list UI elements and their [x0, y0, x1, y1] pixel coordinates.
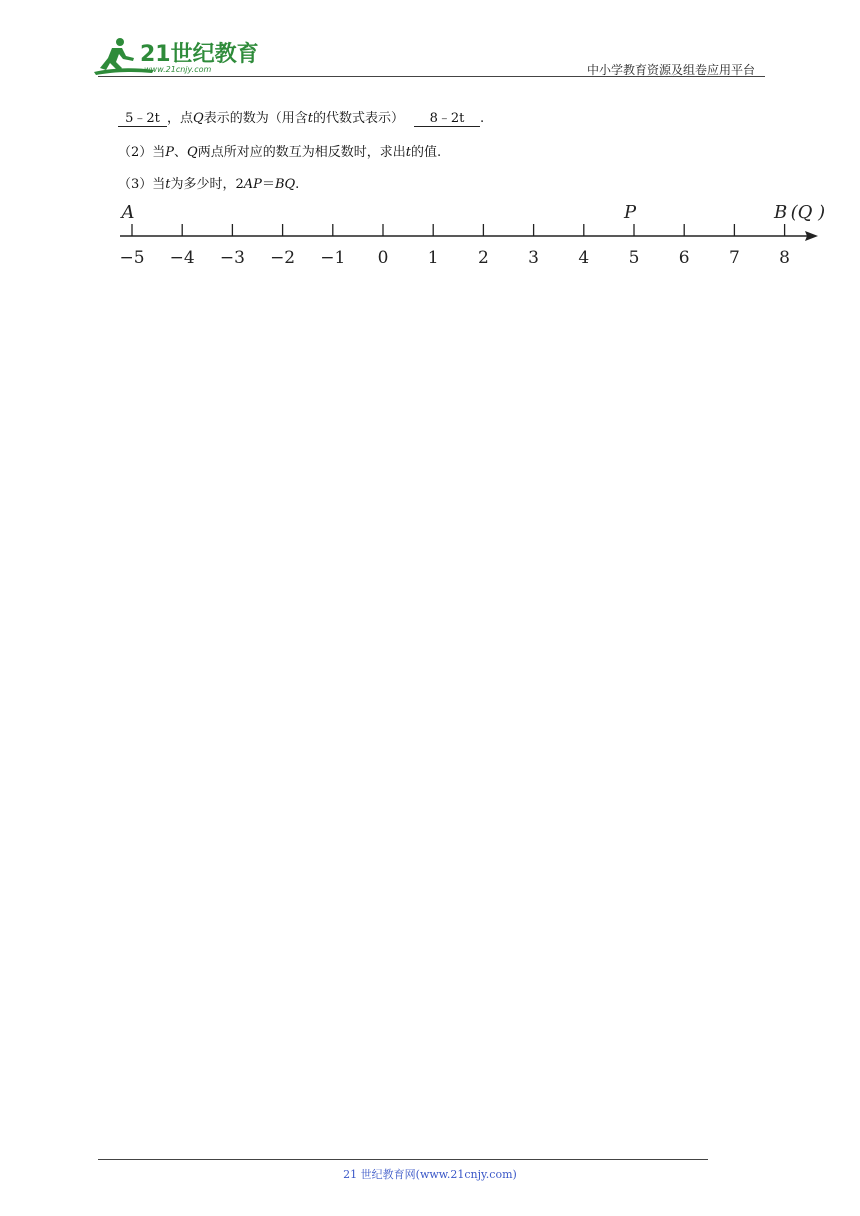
header-platform-text: 中小学教育资源及组卷应用平台: [586, 63, 755, 77]
point-label-a: A: [121, 202, 135, 223]
logo-url: www.21cnjy.com: [144, 65, 212, 74]
tick-label: 4: [578, 248, 590, 268]
tick-label: 2: [477, 248, 489, 268]
tick-label: −2: [270, 248, 296, 268]
tick-label: 5: [628, 248, 640, 268]
tick-label: 8: [779, 248, 791, 268]
question-part-2: （2）当P、Q两点所对应的数互为相反数时，求出t的值.: [118, 145, 442, 160]
tick-label: 1: [427, 248, 439, 268]
tick-label: −1: [320, 248, 346, 268]
tick-label: −5: [119, 248, 145, 268]
answer-blank-2: 8﹣2t: [414, 107, 480, 127]
footer-divider: [98, 1159, 708, 1160]
tick-label: 7: [728, 248, 740, 268]
point-label-paren: (Q ): [790, 202, 826, 223]
question-part-3: （3）当t为多少时，2AP＝BQ.: [118, 177, 300, 192]
footer-text: 21 世纪教育网(www.21cnjy.com): [343, 1168, 517, 1181]
tick-label: 0: [377, 248, 389, 268]
point-label-p: P: [623, 202, 637, 223]
tick-label: 6: [678, 248, 690, 268]
logo-text: 21世纪教育: [140, 42, 259, 67]
number-line: [110, 198, 830, 278]
tick-label: −4: [169, 248, 195, 268]
point-label-b: B: [773, 202, 788, 223]
tick-label: −3: [219, 248, 245, 268]
answer-blank-1: 5﹣2t: [118, 107, 167, 127]
header-divider: [98, 76, 765, 77]
question-line-1: 5﹣2t ，点Q表示的数为（用含t的代数式表示） 8﹣2t .: [118, 107, 484, 127]
tick-label: 3: [528, 248, 540, 268]
logo: [92, 34, 262, 78]
